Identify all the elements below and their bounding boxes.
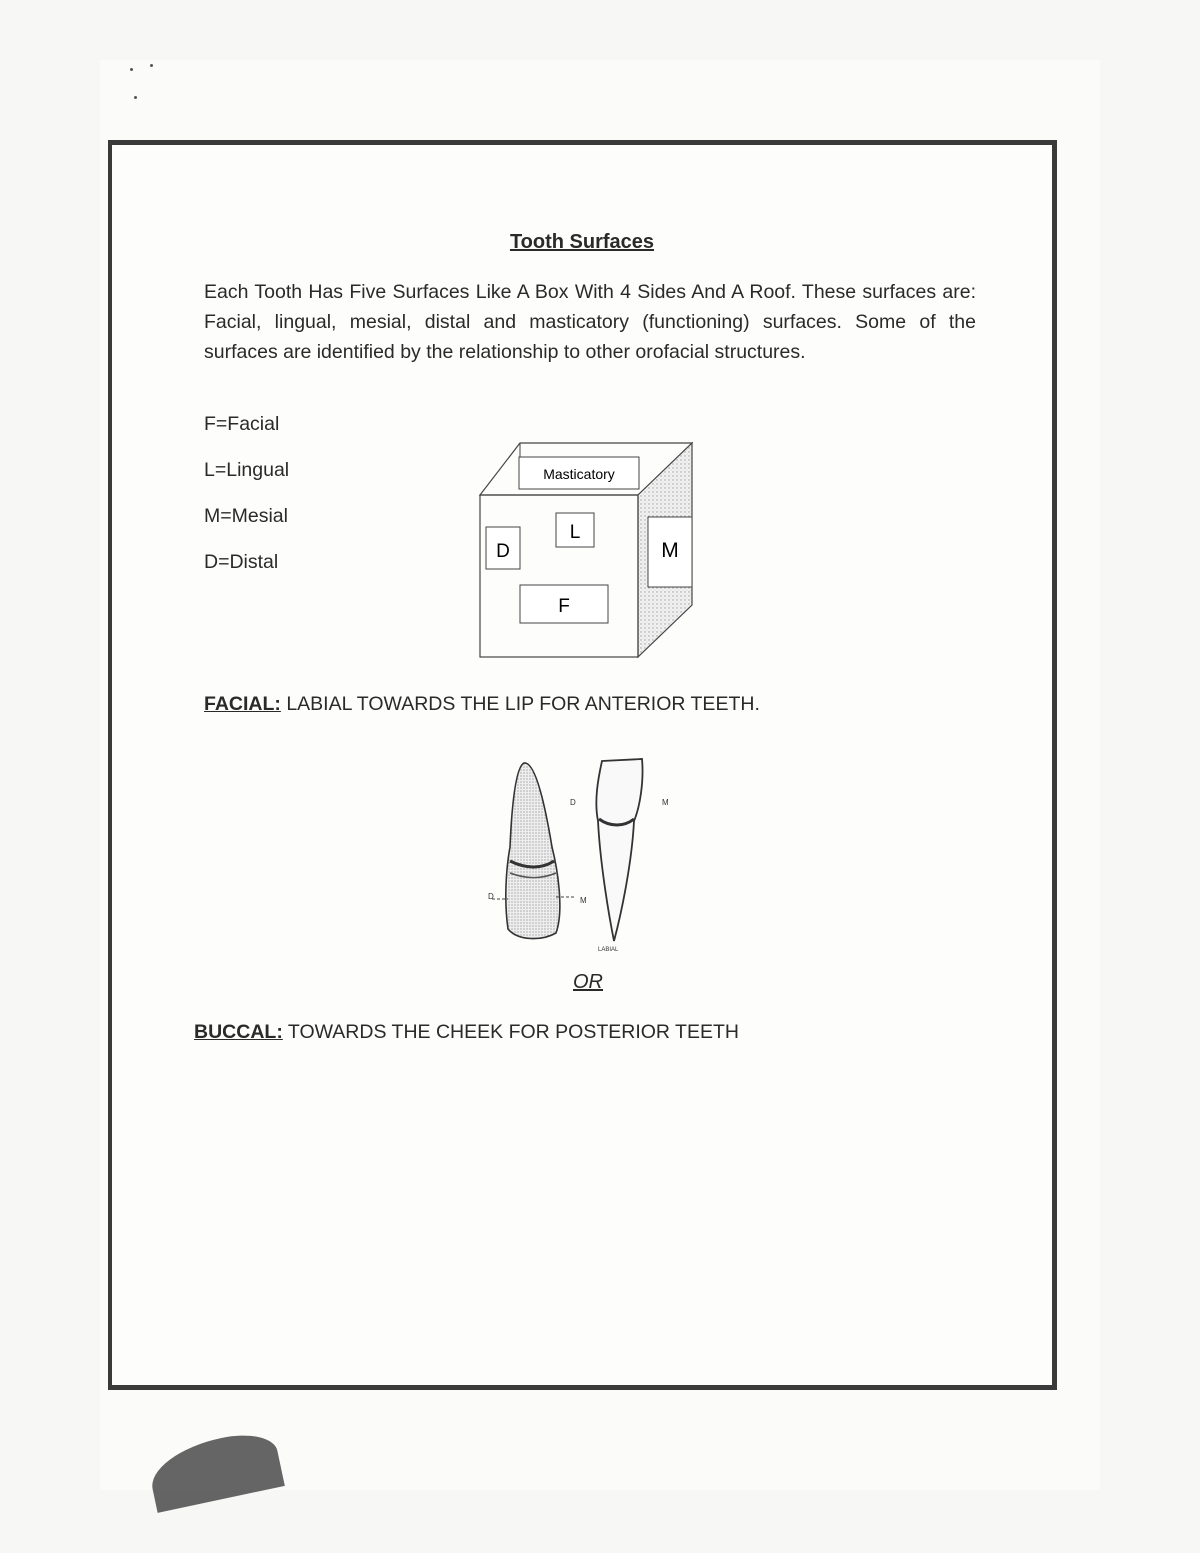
tooth-front-view: [596, 759, 642, 941]
page-frame: [108, 140, 1057, 1390]
legend-item-mesial: M=Mesial: [204, 505, 288, 527]
facial-label: F: [558, 596, 570, 617]
legend-item-lingual: L=Lingual: [204, 459, 290, 481]
anterior-teeth-illustration: [472, 751, 732, 951]
mesial-label: M: [661, 539, 679, 562]
lingual-label: L: [569, 522, 581, 543]
or-separator: OR: [573, 971, 603, 993]
legend-item-distal: D=Distal: [204, 551, 279, 573]
distal-label: D: [496, 541, 510, 562]
legend-item-facial: F=Facial: [204, 413, 280, 435]
tooth-front-label-m: M: [662, 798, 669, 807]
buccal-text: TOWARDS THE CHEEK FOR POSTERIOR TEETH: [282, 1021, 739, 1043]
page-title: Tooth Surfaces: [509, 231, 655, 253]
tooth-side-view: [506, 763, 560, 939]
facial-text: LABIAL TOWARDS THE LIP FOR ANTERIOR TEETH.: [280, 693, 760, 715]
speck: [134, 96, 137, 99]
surface-legend: [204, 413, 289, 597]
labial-label: LABIAL: [598, 947, 619, 951]
tooth-side-label-m: M: [580, 896, 587, 905]
facial-definition: [204, 693, 760, 716]
tooth-side-label-d: D: [488, 892, 494, 901]
intro-paragraph: Each Tooth Has Five Surfaces Like A Box With 4 Sides And A Roof. These surfaces are: Facial, lingual, mesial, distal and masticatory (functioning) surfaces. Some of the surfaces are identified by the relationship to other orofacial structures.: [204, 281, 976, 363]
speck: [130, 68, 133, 71]
buccal-term: BUCCAL:: [194, 1021, 283, 1043]
buccal-definition: [194, 1021, 739, 1044]
tooth-box-diagram: [472, 435, 712, 665]
masticatory-label: Masticatory: [543, 466, 615, 482]
facial-term: FACIAL:: [204, 693, 281, 715]
tooth-front-label-d: D: [570, 798, 576, 807]
speck: [150, 64, 153, 67]
